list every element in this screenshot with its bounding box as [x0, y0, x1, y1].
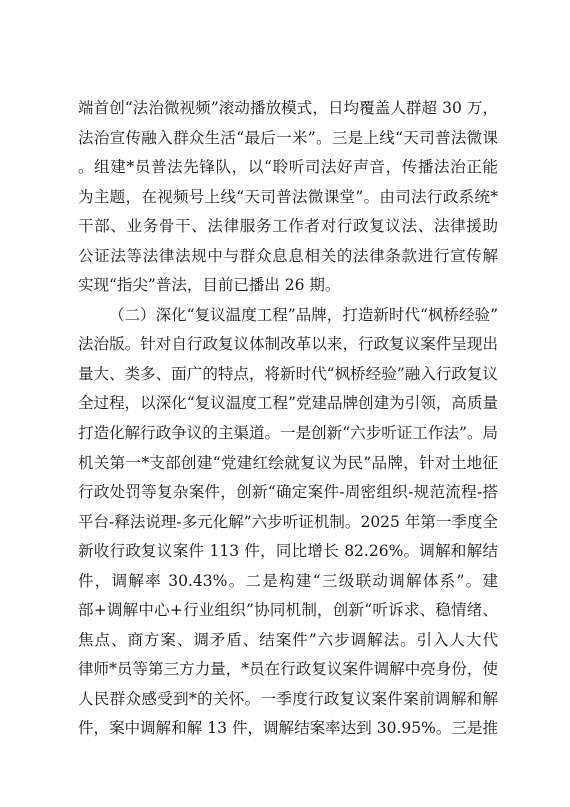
text-line: 实现“指尖”普法，目前已播出 26 期。	[78, 276, 341, 295]
text-line: 法治宣传融入群众生活“最后一米”。三是上线“天司普法微课	[78, 128, 498, 147]
text-line: 量大、类多、面广的特点，将新时代“枫桥经验”融入行政复议	[78, 364, 498, 383]
body-text	[78, 94, 498, 744]
text-line: 部+调解中心+行业组织”协同机制，创新“听诉求、稳情绪、	[78, 601, 498, 620]
text-line: 打造化解行政争议的主渠道。一是创新“六步听证工作法”。局	[78, 424, 498, 443]
text-line: 干部、业务骨干、法律服务工作者对行政复议法、法律援助	[78, 217, 498, 236]
text-line: 新收行政复议案件 113 件，同比增长 82.26%。调解和解结	[78, 542, 498, 561]
text-line: 端首创“法治微视频”滚动播放模式，日均覆盖人群超 30 万，	[78, 99, 498, 117]
text-line: 。组建*员普法先锋队，以“聆听司法好声音，传播法治正能	[78, 158, 498, 177]
text-line: 平台-释法说理-多元化解”六步听证机制。2025 年第一季度全	[78, 512, 498, 531]
text-line: 全过程，以深化“复议温度工程”党建品牌创建为引领，高质量	[78, 394, 498, 413]
text-line: 律师*员等第三方力量，*员在行政复议案件调解中亮身份，使	[78, 660, 498, 679]
section-heading: （二）深化“复议温度工程”品牌，打造新时代“枫桥经验”	[109, 305, 498, 324]
text-line: 机关第一*支部创建“党建红绘就复议为民”品牌，针对土地征	[78, 453, 498, 472]
text-line: 为主题，在视频号上线“天司普法微课堂”。由司法行政系统*	[78, 187, 498, 206]
text-line: 法治版。针对自行政复议体制改革以来，行政复议案件呈现出	[78, 335, 498, 354]
text-line: 件，调解率 30.43%。二是构建“三级联动调解体系”。建	[78, 571, 498, 590]
text-line: 焦点、商方案、调矛盾、结案件”六步调解法。引入人大代	[78, 630, 498, 649]
text-line: 人民群众感受到*的关怀。一季度行政复议案件案前调解和解	[78, 689, 498, 708]
text-line: 件，案中调解和解 13 件，调解结案率达到 30.95%。三是推	[78, 719, 498, 738]
text-line: 公证法等法律法规中与群众息息相关的法律条款进行宣传解	[78, 246, 498, 265]
text-line: 行政处罚等复杂案件，创新“确定案件-周密组织-规范流程-搭	[78, 483, 498, 502]
